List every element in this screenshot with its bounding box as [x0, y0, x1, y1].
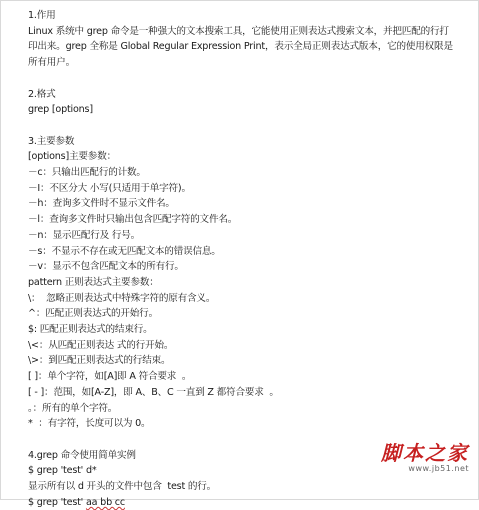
site-watermark: [381, 442, 469, 474]
option-line: －h：查询多文件时不显示文件名。: [28, 198, 175, 210]
pattern-line: $: 匹配正则表达式的结束行。: [28, 324, 153, 336]
example-2-command-args: aa bb cc: [85, 496, 125, 508]
document-body: [28, 8, 458, 510]
pattern-line: \： 忽略正则表达式中特殊字符的原有含义。: [28, 292, 216, 304]
watermark-url: www.jb51.net: [408, 464, 469, 473]
pattern-line: \<：从匹配正则表达 式的行开始。: [28, 339, 174, 351]
section-4-title: 4.grep 命令使用简单实例: [28, 449, 136, 461]
option-line: －s：不显示不存在或无匹配文本的错误信息。: [28, 245, 221, 257]
section-3-title: 3.主要参数: [28, 135, 75, 147]
option-line: －n：显示匹配行及 行号。: [28, 229, 141, 241]
option-line: －I：不区分大 小写(只适用于单字符)。: [28, 182, 191, 194]
example-1-command: $ grep 'test' d*: [28, 465, 97, 477]
format-line: grep [options]: [28, 104, 93, 116]
section-2-title: 2.格式: [28, 88, 56, 100]
example-2-command: [28, 495, 458, 510]
pattern-line: [ - ]：范围，如[A-Z]，即 A、B、C 一直到 Z 都符合要求 。: [28, 386, 279, 398]
pattern-line: 。：所有的单个字符。: [28, 402, 118, 414]
pattern-heading: pattern 正则表达式主要参数：: [28, 276, 159, 288]
section-1-title: 1.作用: [28, 10, 56, 21]
section-1-body: Linux 系统中 grep 命令是一种强大的文本搜索工具，它能使用正则表达式搜索文本，并把匹配的行打印出来。grep 全称是 Global Regular Expression Print，表示全局正则表达式版本，它的使用权限是所有用户。: [28, 25, 453, 69]
example-1-description: 显示所有以 d 开头的文件中包含 test 的行。: [28, 481, 217, 493]
option-line: －v：显示不包含匹配文本的所有行。: [28, 261, 184, 273]
options-heading: [options]主要参数：: [28, 151, 116, 163]
watermark-logo-text: 脚本之家: [381, 441, 469, 465]
option-line: －l：查询多文件时只输出包含匹配字符的文件名。: [28, 214, 238, 226]
example-2-command-prefix: $ grep 'test': [28, 496, 86, 508]
pattern-line: * ：有字符，长度可以为 0。: [28, 418, 151, 430]
option-line: －c：只输出匹配行的计数。: [28, 167, 146, 178]
pattern-line: [ ]：单个字符，如[A]即 A 符合要求 。: [28, 371, 192, 383]
pattern-line: ^：匹配正则表达式的开始行。: [28, 308, 158, 320]
pattern-line: \>：到匹配正则表达式的行结束。: [28, 355, 171, 367]
